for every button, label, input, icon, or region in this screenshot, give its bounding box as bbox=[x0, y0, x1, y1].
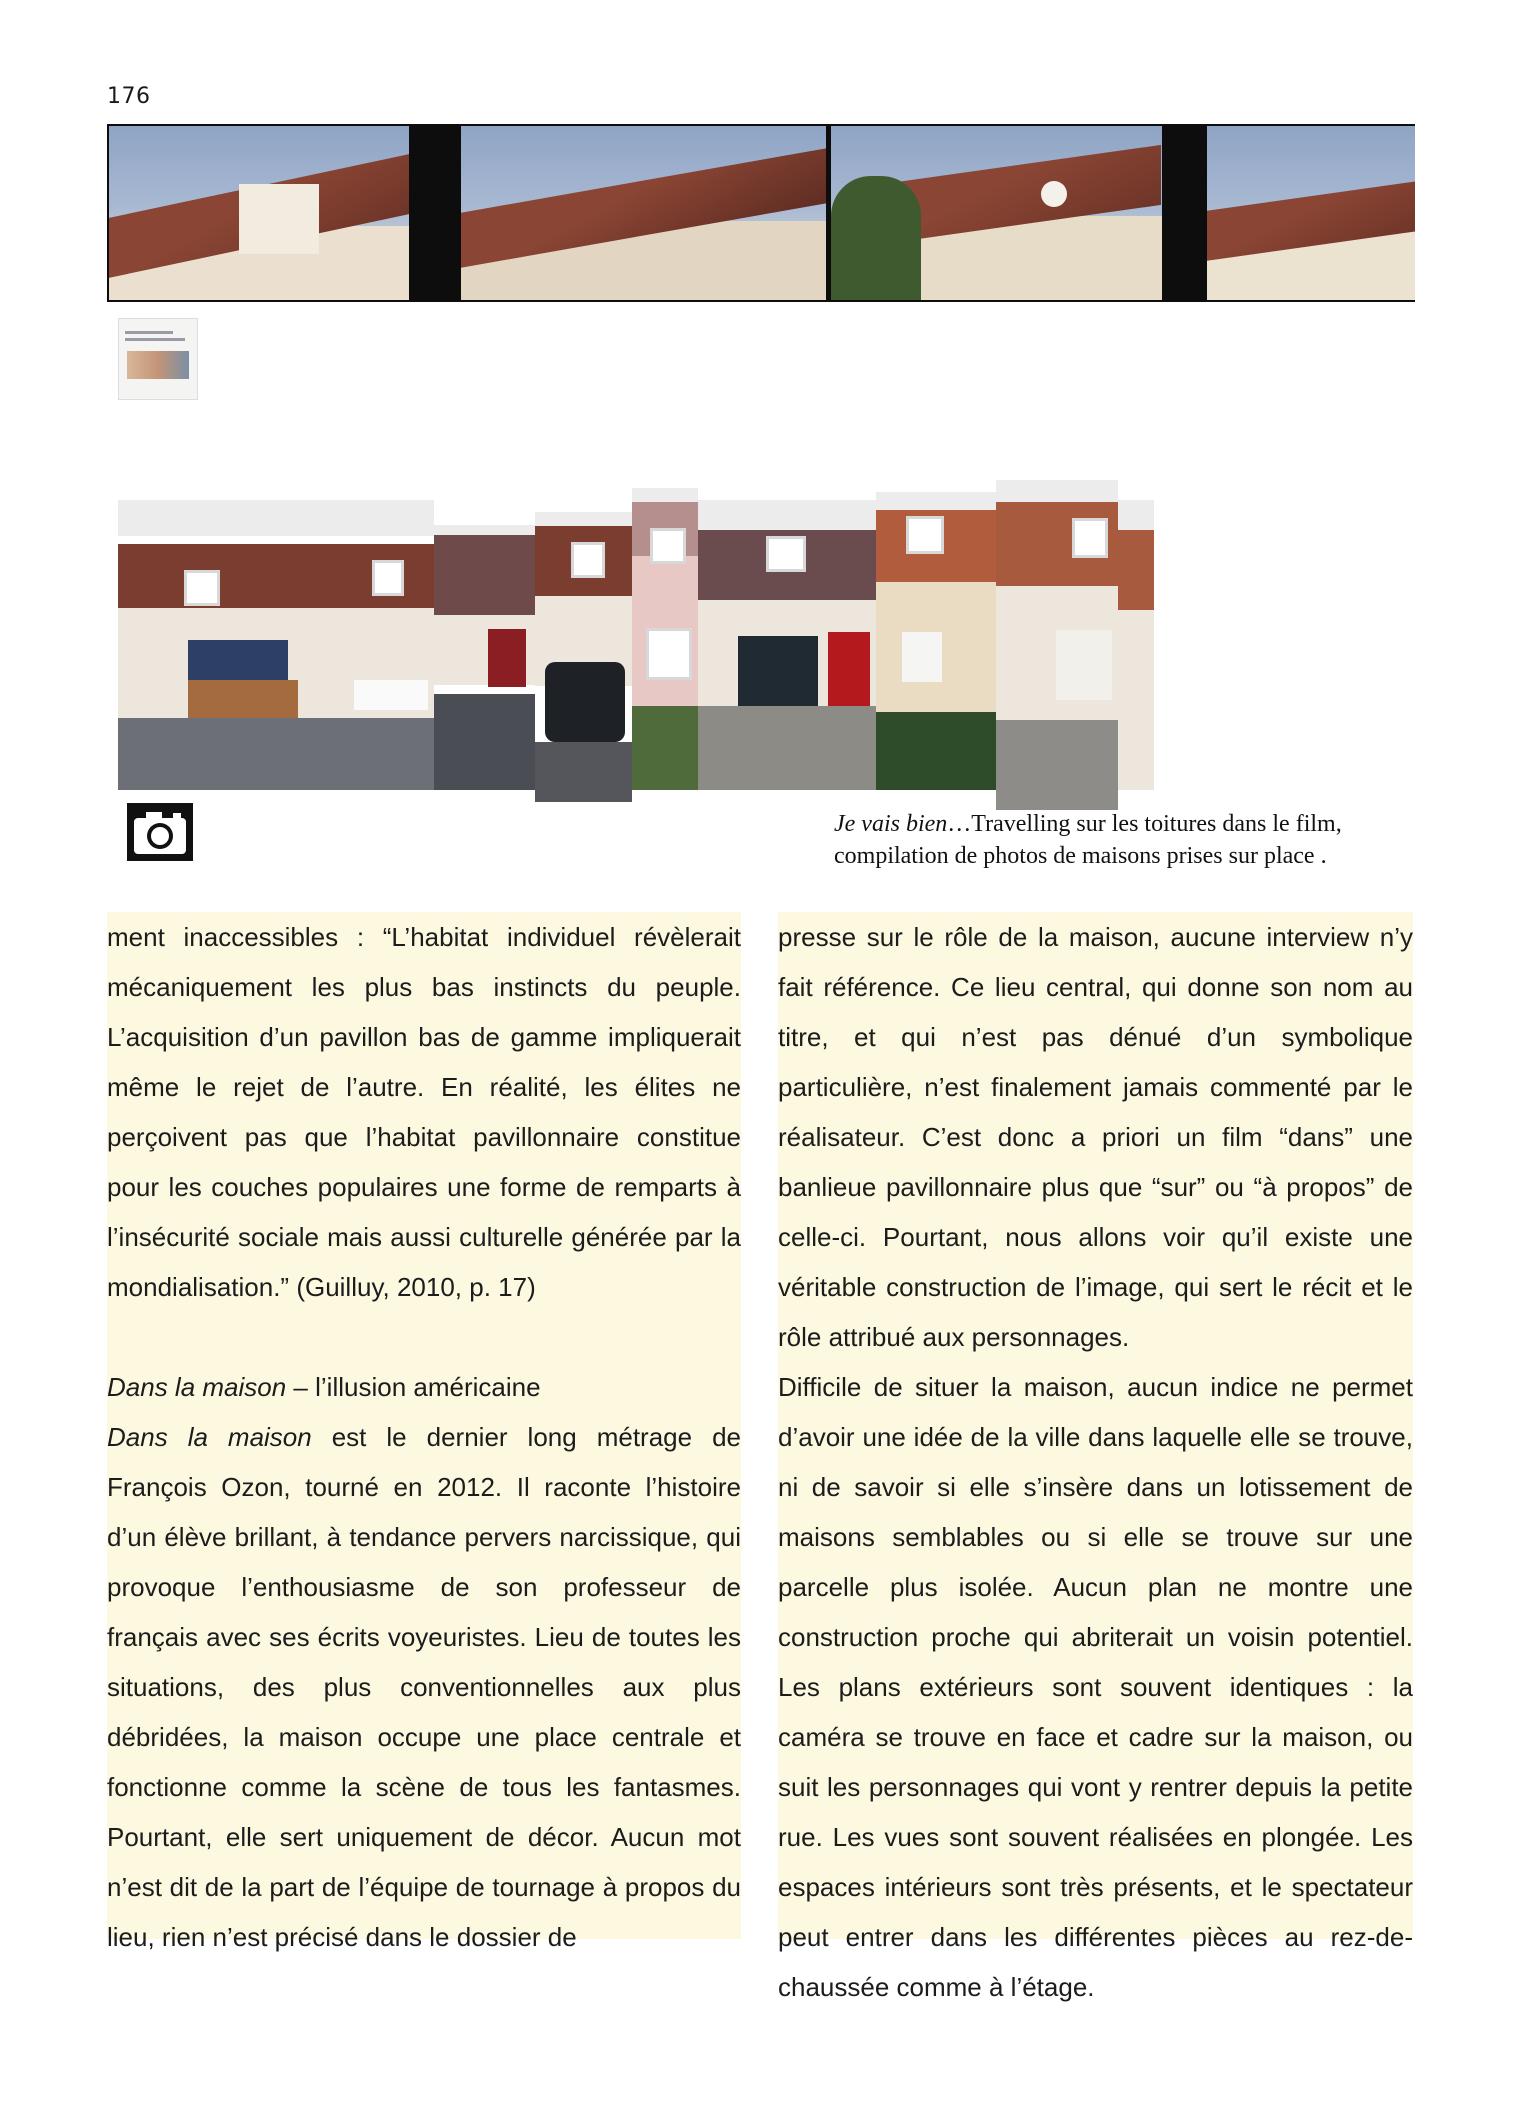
house-photo bbox=[1118, 500, 1154, 790]
section-heading-subtitle: – l’illusion américaine bbox=[286, 1372, 541, 1402]
right-text-column bbox=[778, 912, 1413, 2002]
film-frame bbox=[461, 126, 826, 300]
film-poster-thumbnail bbox=[118, 318, 198, 400]
film-frame bbox=[1207, 126, 1415, 300]
body-paragraph: presse sur le rôle de la maison, aucune interview n’y fait référence. Ce lieu central, qui donne son nom au titre, et qui n’est pas dénué d’un symbolique particulière, n’est finalement jamais commenté par le réalisateur. C’est donc a priori un film “dans” une banlieue pavillonnaire plus que “sur” ou “à propos” de celle-ci. Pourtant, nous allons voir qu’il existe une véritable construction de l’image, qui sert le récit et le rôle attribué aux personnages. bbox=[778, 922, 1413, 1352]
section-heading bbox=[107, 1362, 741, 1412]
left-text-column bbox=[107, 912, 741, 1952]
figure-caption bbox=[834, 808, 1434, 872]
body-paragraph: ment inaccessibles : “L’habitat individuel révèlerait mécaniquement les plus bas instincts du peuple. L’acquisition d’un pavillon bas de gamme impliquerait même le rejet de l’autre. En réalité, les élites ne perçoivent pas que l’habitat pavillonnaire constitue pour les couches populaires une forme de remparts à l’insécurité sociale mais aussi culturelle générée par la mondialisation.” (Guilluy, 2010, p. 17) bbox=[107, 922, 741, 1302]
camera-icon bbox=[127, 803, 193, 861]
house-photo bbox=[996, 480, 1118, 810]
house-photo bbox=[535, 512, 632, 802]
house-photo bbox=[632, 488, 698, 790]
section-heading-title: Dans la maison bbox=[107, 1372, 287, 1402]
house-photo bbox=[118, 500, 348, 790]
house-photo bbox=[348, 500, 434, 790]
body-paragraph: Difficile de situer la maison, aucun indice ne permet d’avoir une idée de la ville dans laquelle elle se trouve, ni de savoir si elle s’insère dans un lotissement de maisons semblables ou si elle se trouve sur une parcelle plus isolée. Aucun plan ne montre une construction proche qui abriterait un voisin potentiel. Les plans extérieurs sont souvent identiques : la caméra se trouve en face et cadre sur la maison, ou suit les personnages qui vont y rentrer depuis la petite rue. Les vues sont souvent réalisées en plongée. Les espaces intérieurs sont très présents, et le spectateur peut entrer dans les différentes pièces au rez-de-chaussée comme à l’étage. bbox=[778, 1372, 1413, 2002]
page-number: 176 bbox=[107, 84, 151, 109]
house-photo bbox=[698, 500, 876, 790]
caption-film-title: Je vais bien bbox=[834, 811, 948, 837]
paragraph-text: est le dernier long métrage de François Ozon, tourné en 2012. Il raconte l’histoire d’un élève brillant, à tendance pervers narcissique, qui provoque l’enthousiasme de son professeur de français avec ses écrits voyeuristes. Lieu de toutes les situations, des plus conventionnelles aux plus débridées, la maison occupe une place centrale et fonctionne comme la scène de tous les fantasmes. Pourtant, elle sert uniquement de décor. Aucun mot n’est dit de la part de l’équipe de tournage à propos du lieu, rien n’est précisé dans le dossier de bbox=[107, 1422, 741, 1952]
film-frame bbox=[831, 126, 1162, 300]
house-photo-compilation bbox=[118, 480, 1416, 810]
house-photo bbox=[434, 525, 535, 790]
film-frame bbox=[109, 126, 409, 300]
film-strip-image bbox=[107, 124, 1415, 302]
house-photo bbox=[876, 492, 996, 790]
caption-text: …Travelling sur les toitures dans le film, compilation de photos de maisons prises sur place . bbox=[834, 811, 1342, 869]
film-title: Dans la maison bbox=[107, 1422, 312, 1452]
body-paragraph bbox=[107, 1412, 741, 1962]
